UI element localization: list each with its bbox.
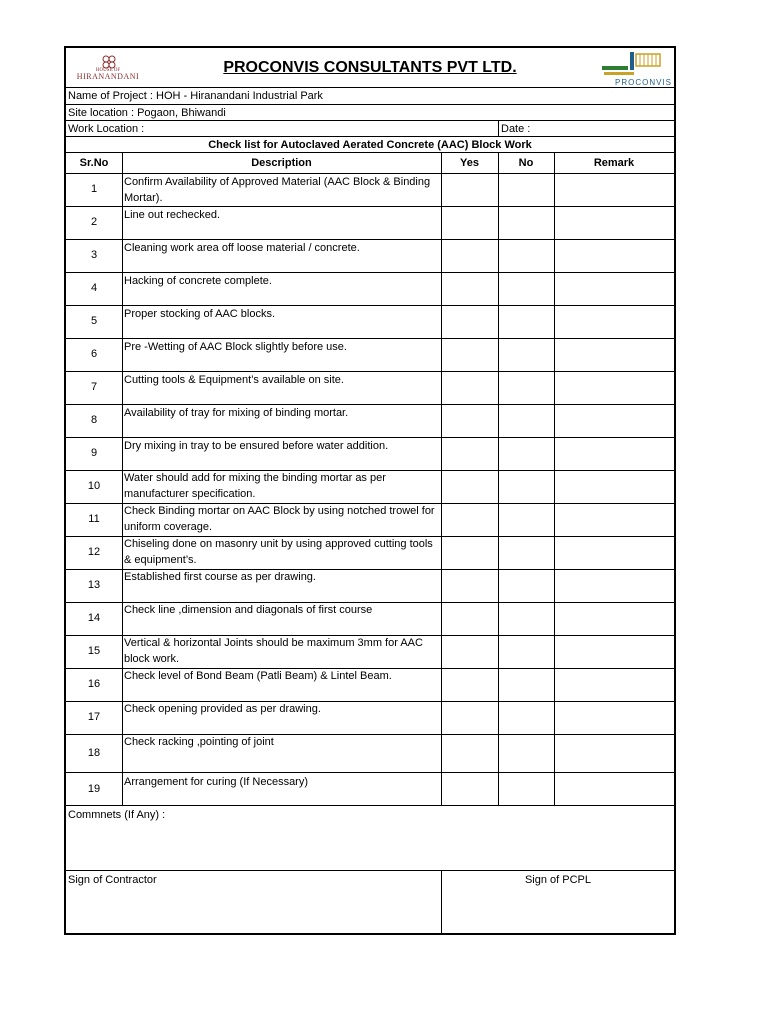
col-header-remark: Remark xyxy=(593,157,635,169)
row-number: 13 xyxy=(87,579,101,591)
proconvis-logo xyxy=(596,50,672,88)
row-number: 9 xyxy=(90,447,98,459)
row-number: 8 xyxy=(90,414,98,426)
row-description: Confirm Availability of Approved Material (AAC Block & Binding Mortar). xyxy=(124,176,431,204)
row-number: 11 xyxy=(88,513,100,525)
row-number: 16 xyxy=(87,678,101,690)
row-number: 12 xyxy=(87,546,101,558)
comments-label: Commnets (If Any) : xyxy=(68,809,166,821)
yes-no-remark-cells[interactable] xyxy=(442,174,674,805)
row-number: 4 xyxy=(90,282,98,294)
row-description: Proper stocking of AAC blocks. xyxy=(124,308,276,320)
row-number: 17 xyxy=(87,711,101,723)
work-location-label: Work Location : xyxy=(68,123,145,135)
row-number: 6 xyxy=(90,348,98,360)
row-description: Cleaning work area off loose material / concrete. xyxy=(124,242,360,254)
row-description: Check Binding mortar on AAC Block by using notched trowel for uniform coverage. xyxy=(124,505,435,533)
project-name: Name of Project : HOH - Hiranandani Industrial Park xyxy=(68,90,323,102)
col-header-description: Description xyxy=(251,157,312,169)
row-number: 3 xyxy=(90,249,98,261)
divider xyxy=(66,870,674,871)
row-description: Availability of tray for mixing of binding mortar. xyxy=(124,407,349,419)
pcpl-signature-box[interactable] xyxy=(442,888,674,935)
col-header-srno: Sr.No xyxy=(79,157,109,169)
row-description: Water should add for mixing the binding mortar as per manufacturer specification. xyxy=(124,472,386,500)
company-title: PROCONVIS CONSULTANTS PVT LTD. xyxy=(223,59,517,76)
comments-area[interactable] xyxy=(66,824,674,869)
logo-subtext: HOUSE OF xyxy=(95,68,121,73)
row-description: Check racking ,pointing of joint xyxy=(124,736,274,748)
row-description: Dry mixing in tray to be ensured before water addition. xyxy=(124,440,389,452)
row-number: 7 xyxy=(90,381,98,393)
date-label: Date : xyxy=(501,123,531,135)
row-description: Vertical & horizontal Joints should be maximum 3mm for AAC block work. xyxy=(124,637,423,665)
divider xyxy=(66,805,674,806)
row-number: 14 xyxy=(87,612,101,624)
divider xyxy=(66,104,674,105)
col-header-yes: Yes xyxy=(460,157,479,169)
col-header-no: No xyxy=(518,157,534,169)
row-description: Check level of Bond Beam (Patli Beam) & Lintel Beam. xyxy=(124,670,392,682)
row-number: 2 xyxy=(90,216,98,228)
row-description: Arrangement for curing (If Necessary) xyxy=(124,776,309,788)
row-description: Check line ,dimension and diagonals of first course xyxy=(124,604,373,616)
logo-text: HIRANANDANI xyxy=(76,72,140,81)
proconvis-logo-text: PROCONVIS xyxy=(614,78,672,87)
divider xyxy=(498,120,499,136)
row-number: 15 xyxy=(87,645,101,657)
divider xyxy=(122,152,123,805)
sign-contractor-label: Sign of Contractor xyxy=(68,874,157,886)
row-number: 10 xyxy=(87,480,101,492)
sign-pcpl-label: Sign of PCPL xyxy=(524,874,592,886)
row-description: Line out rechecked. xyxy=(124,209,221,221)
divider xyxy=(66,136,674,137)
site-location: Site location : Pogaon, Bhiwandi xyxy=(68,107,226,119)
divider xyxy=(66,87,674,88)
row-description: Established first course as per drawing. xyxy=(124,571,316,583)
divider xyxy=(66,152,674,153)
row-description: Cutting tools & Equipment’s available on site. xyxy=(124,374,344,386)
contractor-signature-box[interactable] xyxy=(66,888,441,935)
row-number: 5 xyxy=(90,315,98,327)
checklist-sheet xyxy=(64,46,676,935)
row-description: Check opening provided as per drawing. xyxy=(124,703,321,715)
row-description: Hacking of concrete complete. xyxy=(124,275,272,287)
row-number: 1 xyxy=(90,183,98,195)
divider xyxy=(66,120,674,121)
checklist-title: Check list for Autoclaved Aerated Concrete (AAC) Block Work xyxy=(208,139,532,151)
proconvis-building-icon xyxy=(596,50,672,80)
row-number: 19 xyxy=(87,783,101,795)
row-number: 18 xyxy=(87,747,101,759)
row-description: Pre -Wetting of AAC Block slightly before use. xyxy=(124,341,347,353)
row-description: Chiseling done on masonry unit by using approved cutting tools & equipment’s. xyxy=(124,538,433,566)
